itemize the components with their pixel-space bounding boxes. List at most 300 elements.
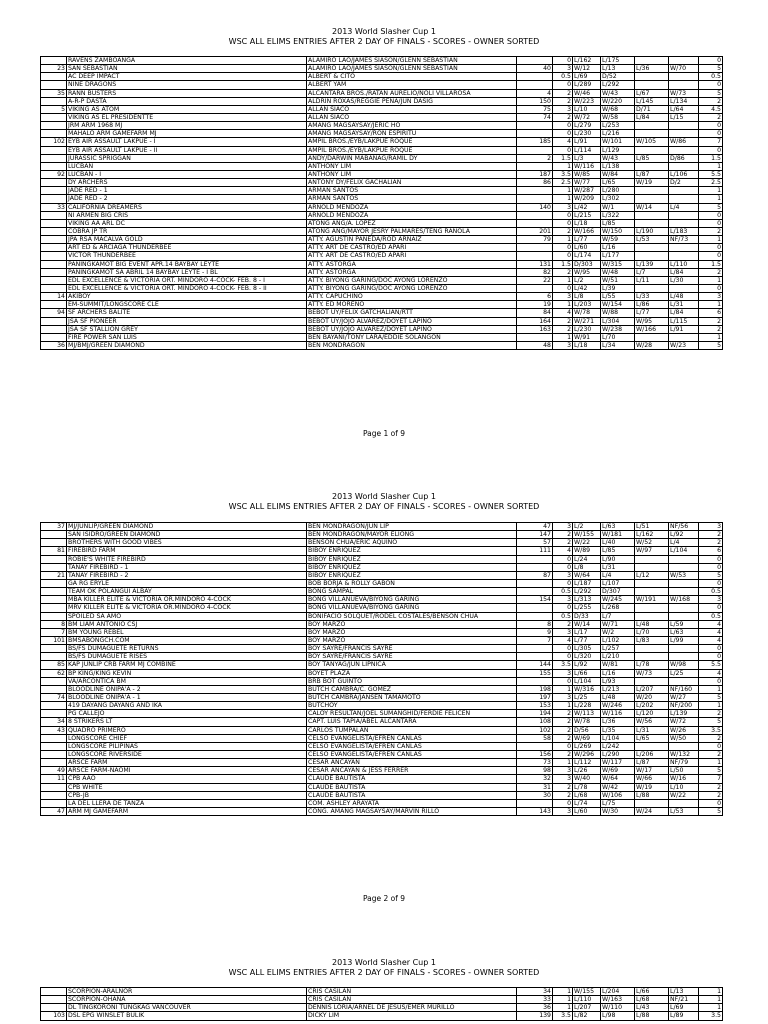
cell-seq [41, 195, 67, 203]
cell-total: 3.5 [699, 1012, 723, 1020]
cell-points [517, 588, 553, 596]
cell-fight2: L/75 [601, 799, 635, 807]
cell-seq: 74 [41, 693, 67, 701]
cell-seq [41, 276, 67, 284]
cell-score: 0 [553, 563, 573, 571]
cell-fight4 [669, 146, 699, 154]
cell-fight3: W/14 [635, 203, 669, 211]
cell-fight3: W/19 [635, 783, 669, 791]
cell-total: 5 [699, 341, 723, 349]
page-2-label: Page 2 of 9 [362, 894, 406, 903]
cell-seq: 81 [41, 547, 67, 555]
cell-score: 2 [553, 227, 573, 235]
cell-fight4: W/26 [669, 726, 699, 734]
cell-fight4: L/10 [669, 783, 699, 791]
cell-owner: ATTY. ART DE CASTRO/ED APARI [307, 244, 517, 252]
cell-seq [41, 702, 67, 710]
cell-owner: ANTHONY LIM [307, 170, 517, 178]
cell-fight2: W/58 [601, 113, 635, 121]
cell-owner: BEN MONDRAGON/MAYOR ELIONG [307, 531, 517, 539]
cell-entry: CPB AAO [67, 775, 307, 783]
cell-seq [41, 588, 67, 596]
cell-fight1: L/104 [573, 677, 601, 685]
cell-points: 57 [517, 539, 553, 547]
cell-owner: BEBOT UY/FELIX GATCHALIAN/RTT [307, 309, 517, 317]
cell-fight2: W/1 [601, 203, 635, 211]
cell-entry: TANAY FIREBIRD - 2 [67, 571, 307, 579]
table-row [41, 244, 723, 252]
cell-total: 2 [699, 750, 723, 758]
cell-total: 2 [699, 531, 723, 539]
cell-points [517, 162, 553, 170]
cell-seq [41, 211, 67, 219]
cell-fight1: L/42 [573, 284, 601, 292]
cell-owner: BIBOY ENRIQUEZ [307, 555, 517, 563]
table-row [41, 620, 723, 628]
cell-score: 1 [553, 333, 573, 341]
cell-fight4 [669, 742, 699, 750]
cell-points: 36 [517, 1004, 553, 1012]
cell-points: 139 [517, 1012, 553, 1020]
cell-score: 0 [553, 645, 573, 653]
cell-fight1: L/203 [573, 301, 601, 309]
cell-fight1: W/316 [573, 685, 601, 693]
cell-fight1: L/91 [573, 138, 601, 146]
cell-score: 1 [553, 996, 573, 1004]
cell-fight3: L/87 [635, 759, 669, 767]
table-row [41, 547, 723, 555]
cell-points: 7 [517, 636, 553, 644]
cell-entry: RANN BUSTERS [67, 89, 307, 97]
cell-score: 1.5 [553, 154, 573, 162]
cell-fight3: L/202 [635, 702, 669, 710]
cell-fight3 [635, 81, 669, 89]
cell-total: 1 [699, 195, 723, 203]
cell-fight4: NF/79 [669, 759, 699, 767]
cell-seq [41, 146, 67, 154]
cell-total: 0 [699, 645, 723, 653]
cell-owner: ANTHONY LIM [307, 162, 517, 170]
cell-entry: MRV KILLER ELITE & VICTORIA OR.MINDORO 4-COCK [67, 604, 307, 612]
cell-total: 2 [699, 539, 723, 547]
cell-fight4 [669, 799, 699, 807]
cell-total: 1.5 [699, 154, 723, 162]
cell-owner: BONG VILLANUEVA/BIYONG GARING [307, 604, 517, 612]
cell-fight4: NF/73 [669, 236, 699, 244]
table-row [41, 588, 723, 596]
cell-owner: DENNIS LORIA/ARNEL DE JESUS/EMER MURILLO [307, 1004, 517, 1012]
cell-entry: BLOODLINE ONIPA'A - 2 [67, 685, 307, 693]
cell-fight4: L/13 [669, 988, 699, 996]
cell-owner: ATTY. AGUSTIN PANEDA/ROD ARNAIZ [307, 236, 517, 244]
cell-score: 0 [553, 742, 573, 750]
cell-owner: BEN MONDRAGON/JUN LIP [307, 523, 517, 531]
cell-fight3: L/67 [635, 89, 669, 97]
cell-points: 194 [517, 710, 553, 718]
table-row [41, 604, 723, 612]
cell-score: 2 [553, 726, 573, 734]
cell-owner: BOB BORJA & ROLLY GABON [307, 579, 517, 587]
table-row [41, 162, 723, 170]
cell-score: 3 [553, 65, 573, 73]
cell-fight1: L/77 [573, 236, 601, 244]
cell-entry: JSA SF PIONEER [67, 317, 307, 325]
cell-fight2: L/280 [601, 187, 635, 195]
cell-seq: 62 [41, 669, 67, 677]
cell-fight1: D/33 [573, 612, 601, 620]
cell-total: 2 [699, 227, 723, 235]
cell-fight1: L/60 [573, 807, 601, 815]
cell-entry: NI ARMEN BIG CRIS [67, 211, 307, 219]
cell-fight4: L/84 [669, 309, 699, 317]
cell-owner: CESAR ANCAYAN & JESS FERRER [307, 767, 517, 775]
cell-score: 1 [553, 195, 573, 203]
cell-seq: 33 [41, 203, 67, 211]
cell-total: 1 [699, 276, 723, 284]
cell-entry: SPOILED SA AMO [67, 612, 307, 620]
cell-fight1: W/69 [573, 734, 601, 742]
table-row [41, 734, 723, 742]
cell-fight2: L/65 [601, 179, 635, 187]
cell-owner: ATTY. BIYONG GARING/DOC AYONG LORENZO [307, 276, 517, 284]
cell-score: 2 [553, 113, 573, 121]
table-row [41, 555, 723, 563]
cell-score: 0 [553, 555, 573, 563]
cell-fight4 [669, 195, 699, 203]
table-row [41, 284, 723, 292]
cell-points [517, 195, 553, 203]
cell-score: 0 [553, 244, 573, 252]
cell-entry: 419 DAYANG DAYANG AND IKA [67, 702, 307, 710]
cell-fight1: L/269 [573, 742, 601, 750]
cell-points: 197 [517, 693, 553, 701]
cell-total: 5 [699, 718, 723, 726]
cell-points: 87 [517, 571, 553, 579]
cell-fight4 [669, 130, 699, 138]
cell-total: 3 [699, 596, 723, 604]
table-row [41, 775, 723, 783]
cell-score: 4 [553, 547, 573, 555]
cell-seq [41, 301, 67, 309]
cell-seq: 43 [41, 726, 67, 734]
table-row [41, 236, 723, 244]
cell-seq [41, 162, 67, 170]
cell-owner: ARNOLD MENDOZA [307, 211, 517, 219]
cell-fight2: W/81 [601, 661, 635, 669]
cell-entry: CPB WHITE [67, 783, 307, 791]
cell-total: 0 [699, 244, 723, 252]
cell-score: 3 [553, 669, 573, 677]
cell-fight2: L/242 [601, 742, 635, 750]
cell-fight1: L/207 [573, 1004, 601, 1012]
cell-fight4: L/69 [669, 1004, 699, 1012]
cell-fight2: W/101 [601, 138, 635, 146]
cell-points: 131 [517, 260, 553, 268]
cell-entry: BS/FS DUMAGUETE RISES [67, 653, 307, 661]
table-row [41, 531, 723, 539]
cell-points: 102 [517, 726, 553, 734]
cell-owner: BIBOY ENRIQUEZ [307, 571, 517, 579]
cell-seq: 92 [41, 170, 67, 178]
cell-points: 155 [517, 669, 553, 677]
table-row [41, 113, 723, 121]
cell-fight2: W/117 [601, 759, 635, 767]
cell-seq: 47 [41, 807, 67, 815]
cell-entry: PANINGKAMOT SA ABRIL 14 BAYBAY LEYTE - I BL [67, 268, 307, 276]
cell-entry: PANINGKAMOT BIG EVENT APR.14 BAYBAY LEYTE [67, 260, 307, 268]
cell-entry: LONGSCORE CHIEF [67, 734, 307, 742]
cell-owner: BUTCH CAMBRA/C. GOMEZ [307, 685, 517, 693]
cell-fight3: W/17 [635, 767, 669, 775]
cell-score: 0 [553, 604, 573, 612]
cell-total: 5.5 [699, 661, 723, 669]
cell-total: 2 [699, 710, 723, 718]
cell-fight4: W/73 [669, 89, 699, 97]
cell-fight3: L/139 [635, 260, 669, 268]
cell-points: 75 [517, 105, 553, 113]
cell-seq [41, 677, 67, 685]
cell-seq: 11 [41, 775, 67, 783]
cell-fight1: L/3 [573, 154, 601, 162]
cell-entry: CALIFORNIA DREAMERS [67, 203, 307, 211]
cell-entry: SAN ISIDRO/GREEN DIAMOND [67, 531, 307, 539]
table-row [41, 219, 723, 227]
cell-fight3: L/86 [635, 301, 669, 309]
cell-fight3 [635, 799, 669, 807]
cell-fight2: L/175 [601, 57, 635, 65]
cell-fight3: W/97 [635, 547, 669, 555]
cell-fight1: L/17 [573, 628, 601, 636]
cell-owner: CONG. AMANG MAGSAYSAY/MARVIN RILLO [307, 807, 517, 815]
cell-entry: DY ARCHERS [67, 179, 307, 187]
cell-fight1: L/10 [573, 105, 601, 113]
cell-points: 111 [517, 547, 553, 555]
cell-fight3: L/65 [635, 734, 669, 742]
table-row [41, 988, 723, 996]
cell-total: 5 [699, 571, 723, 579]
cell-seq [41, 750, 67, 758]
cell-fight3: L/145 [635, 97, 669, 105]
cell-entry: VICTOR THUNDERBEE [67, 252, 307, 260]
table-row [41, 996, 723, 1004]
cell-fight3: L/190 [635, 227, 669, 235]
cell-owner: BOY SAYRE/FRANCIS SAYRE [307, 645, 517, 653]
cell-fight3: W/20 [635, 693, 669, 701]
cell-fight2: L/35 [601, 726, 635, 734]
cell-fight3 [635, 742, 669, 750]
cell-points: 47 [517, 523, 553, 531]
cell-fight1: W/116 [573, 162, 601, 170]
cell-entry: JURASSIC SPRIGGAN [67, 154, 307, 162]
cell-score: 3 [553, 807, 573, 815]
cell-fight1: L/279 [573, 122, 601, 130]
cell-fight4 [669, 579, 699, 587]
cell-fight1: L/289 [573, 81, 601, 89]
cell-fight2: W/106 [601, 791, 635, 799]
cell-fight2: W/238 [601, 325, 635, 333]
cell-entry: LA DEL LLERA DE TANZA [67, 799, 307, 807]
cell-owner: ATTY. ASTORGA [307, 260, 517, 268]
table-row [41, 1012, 723, 1020]
table-row [41, 293, 723, 301]
cell-fight2: W/42 [601, 783, 635, 791]
cell-fight1: W/78 [573, 309, 601, 317]
cell-fight4: L/59 [669, 620, 699, 628]
table-row [41, 276, 723, 284]
cell-fight3: L/88 [635, 791, 669, 799]
cell-points: 4 [517, 89, 553, 97]
cell-fight2: L/31 [601, 563, 635, 571]
cell-score: 2 [553, 718, 573, 726]
cell-fight1: W/166 [573, 227, 601, 235]
cell-seq [41, 734, 67, 742]
table-row [41, 799, 723, 807]
cell-total: 1 [699, 333, 723, 341]
cell-owner: CRIS CASILAN [307, 996, 517, 1004]
page-1-title-line2: WSC ALL ELIMS ENTRIES AFTER 2 DAY OF FINALS - SCORES - OWNER SORTED [228, 37, 540, 46]
cell-seq [41, 97, 67, 105]
cell-score: 2 [553, 531, 573, 539]
cell-total: 1 [699, 996, 723, 1004]
cell-fight3 [635, 187, 669, 195]
cell-fight1: D/303 [573, 260, 601, 268]
cell-seq: 35 [41, 89, 67, 97]
cell-fight1: W/95 [573, 268, 601, 276]
cell-owner: CESAR ANCAYAN [307, 759, 517, 767]
cell-fight2: L/102 [601, 636, 635, 644]
cell-seq [41, 57, 67, 65]
cell-owner: ALAMIRO LAO/JAMES SIASON/GLENN SEBASTIAN [307, 57, 517, 65]
cell-fight2: L/55 [601, 293, 635, 301]
cell-points: 164 [517, 317, 553, 325]
cell-score: 2 [553, 325, 573, 333]
cell-fight3: L/7 [635, 268, 669, 276]
cell-fight1: L/187 [573, 579, 601, 587]
cell-points: 201 [517, 227, 553, 235]
cell-fight1: W/12 [573, 65, 601, 73]
cell-fight3: W/56 [635, 718, 669, 726]
cell-owner: BOY MARZO [307, 628, 517, 636]
cell-seq: 8 [41, 620, 67, 628]
cell-fight1: L/25 [573, 693, 601, 701]
table-row [41, 693, 723, 701]
cell-fight3: W/105 [635, 138, 669, 146]
cell-entry: JRM ARM 1968 MJ [67, 122, 307, 130]
cell-owner: BEN MONDRAGON [307, 341, 517, 349]
cell-fight4: L/4 [669, 203, 699, 211]
page-1-title-line1: 2013 World Slasher Cup 1 [332, 27, 436, 36]
cell-points [517, 742, 553, 750]
cell-fight1: L/114 [573, 146, 601, 154]
cell-entry: ARSCE FARM [67, 759, 307, 767]
cell-fight4: W/50 [669, 734, 699, 742]
cell-fight2: W/150 [601, 227, 635, 235]
cell-fight4 [669, 653, 699, 661]
cell-fight1: L/60 [573, 244, 601, 252]
table-row [41, 195, 723, 203]
cell-total: 1.5 [699, 260, 723, 268]
cell-points: 32 [517, 775, 553, 783]
cell-seq [41, 645, 67, 653]
cell-fight4: L/110 [669, 260, 699, 268]
cell-fight2: L/213 [601, 685, 635, 693]
cell-fight3: W/73 [635, 669, 669, 677]
cell-fight2: D/52 [601, 73, 635, 81]
cell-points: 2 [517, 154, 553, 162]
cell-entry: MBA KILLER ELITE & VICTORIA OR.MINDORO 4-COCK [67, 596, 307, 604]
table-row [41, 661, 723, 669]
cell-fight3 [635, 645, 669, 653]
cell-score: 3 [553, 105, 573, 113]
cell-total: 2 [699, 325, 723, 333]
cell-total: 3 [699, 293, 723, 301]
cell-fight4: L/15 [669, 113, 699, 121]
cell-score: 3.5 [553, 170, 573, 178]
cell-points: 8 [517, 620, 553, 628]
cell-fight3 [635, 653, 669, 661]
cell-fight3: W/95 [635, 317, 669, 325]
cell-entry: A-R-P DASTA [67, 97, 307, 105]
cell-fight1: W/296 [573, 750, 601, 758]
cell-seq [41, 219, 67, 227]
cell-fight1: W/287 [573, 187, 601, 195]
table-row [41, 146, 723, 154]
cell-fight4: W/72 [669, 718, 699, 726]
cell-fight3: L/33 [635, 293, 669, 301]
cell-owner: CRIS CASILAN [307, 988, 517, 996]
table-row [41, 252, 723, 260]
cell-points: 108 [517, 718, 553, 726]
cell-fight2: L/107 [601, 579, 635, 587]
cell-total: 0 [699, 284, 723, 292]
cell-fight4: L/115 [669, 317, 699, 325]
cell-points [517, 579, 553, 587]
table-row [41, 628, 723, 636]
table-row [41, 783, 723, 791]
table-row [41, 260, 723, 268]
cell-score: 0 [553, 799, 573, 807]
cell-fight4 [669, 219, 699, 227]
cell-owner: CELSO EVANGELISTA/EFREN CANLAS [307, 734, 517, 742]
cell-fight3 [635, 252, 669, 260]
cell-fight2: W/64 [601, 775, 635, 783]
table-row [41, 669, 723, 677]
cell-seq: 14 [41, 293, 67, 301]
cell-fight2: L/129 [601, 146, 635, 154]
cell-fight3: L/51 [635, 523, 669, 531]
cell-total: 3 [699, 523, 723, 531]
cell-total: 0 [699, 81, 723, 89]
cell-entry: DL TINGKORONI TUNGKAG VANCOUVER [67, 1004, 307, 1012]
cell-total: 6 [699, 547, 723, 555]
cell-fight1: L/215 [573, 211, 601, 219]
cell-points [517, 57, 553, 65]
cell-seq: 23 [41, 65, 67, 73]
cell-score: 2.5 [553, 179, 573, 187]
cell-owner: ATTY. ART DE CASTRO/ED APARI [307, 252, 517, 260]
cell-points [517, 333, 553, 341]
cell-fight4: W/86 [669, 138, 699, 146]
cell-total: 5 [699, 89, 723, 97]
cell-entry: BLOODLINE ONIPA'A - 1 [67, 693, 307, 701]
cell-seq: 5 [41, 105, 67, 113]
cell-entry: BM LIAM ANTONIO CSJ [67, 620, 307, 628]
cell-seq: 94 [41, 309, 67, 317]
cell-fight4: L/53 [669, 807, 699, 815]
cell-total: 1 [699, 702, 723, 710]
cell-seq [41, 236, 67, 244]
cell-total: 2 [699, 734, 723, 742]
